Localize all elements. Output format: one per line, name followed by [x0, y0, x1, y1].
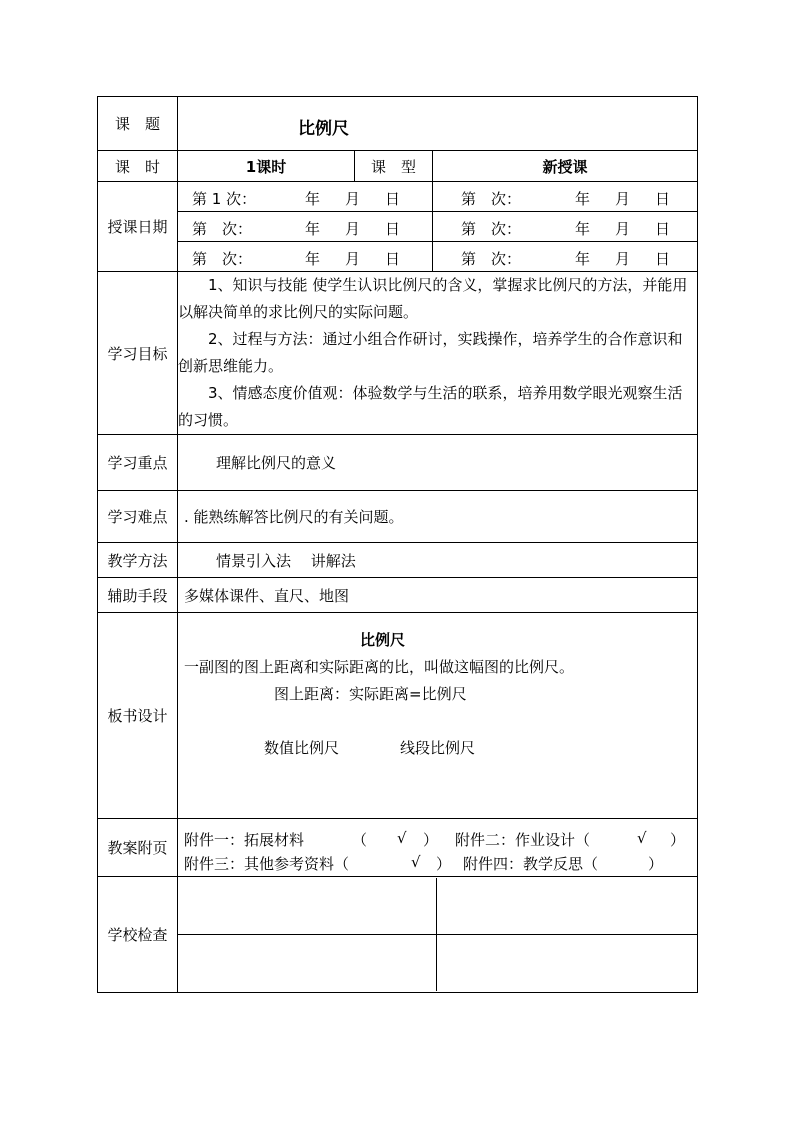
date-prefix: 第 次：	[461, 250, 522, 268]
date-day: 日	[385, 250, 401, 268]
board-cell	[178, 613, 698, 819]
attachment-3-check: √	[411, 853, 421, 871]
attachment-1-check: √	[397, 829, 407, 847]
date-prefix: 第 次：	[461, 190, 522, 208]
objective-item: 3、情感态度价值观：体验数学与生活的联系，培养用数学眼光观察生活的习惯。	[178, 384, 683, 429]
school-check-grid	[178, 878, 697, 991]
lesson-plan-table	[97, 96, 698, 993]
topic-value: 比例尺	[298, 119, 349, 139]
aids-value: 多媒体课件、直尺、地图	[178, 578, 698, 613]
hours-value: 1课时	[178, 151, 355, 182]
attachments-row	[98, 819, 698, 877]
attachment-1-close: ）	[423, 831, 439, 849]
attachment-2: 附件二：作业设计（	[455, 831, 591, 849]
lesson-type-label: 课 型	[355, 151, 433, 182]
hours-label: 课 时	[98, 151, 178, 182]
school-check-box[interactable]	[178, 935, 436, 992]
attachment-3: 附件三：其他参考资料（	[184, 855, 350, 873]
date-year: 年	[575, 220, 591, 238]
school-check-box[interactable]	[436, 878, 697, 935]
date-slot	[433, 182, 698, 212]
date-slot	[433, 242, 698, 272]
date-day: 日	[385, 220, 401, 238]
date-month: 月	[345, 250, 361, 268]
difficulty-row	[98, 491, 698, 543]
board-definition: 一副图的图上距离和实际距离的比，叫做这幅图的比例尺。	[184, 658, 575, 676]
date-year: 年	[575, 190, 591, 208]
board-type-line: 线段比例尺	[400, 739, 476, 757]
date-month: 月	[345, 220, 361, 238]
objectives-row	[98, 272, 698, 435]
attachments-cell	[178, 819, 698, 877]
key-point-value: 理解比例尺的意义	[178, 435, 698, 491]
date-day: 日	[655, 220, 671, 238]
school-check-box[interactable]	[178, 878, 436, 935]
topic-label: 课 题	[98, 97, 178, 151]
school-check-label: 学校检查	[98, 877, 178, 993]
school-check-row	[98, 877, 698, 993]
date-year: 年	[575, 250, 591, 268]
board-row	[98, 613, 698, 819]
date-prefix: 第 1 次：	[192, 190, 257, 208]
objectives-cell	[178, 272, 698, 435]
date-prefix: 第 次：	[192, 250, 253, 268]
board-type-numeric: 数值比例尺	[264, 739, 340, 757]
difficulty-value: . 能熟练解答比例尺的有关问题。	[178, 491, 698, 543]
school-check-cell	[178, 877, 698, 993]
attachment-4-close: ）	[648, 855, 664, 873]
date-row-2	[98, 212, 698, 242]
method-label: 教学方法	[98, 543, 178, 578]
date-month: 月	[615, 250, 631, 268]
board-label: 板书设计	[98, 613, 178, 819]
aids-label: 辅助手段	[98, 578, 178, 613]
hours-row	[98, 151, 698, 182]
date-day: 日	[655, 250, 671, 268]
key-point-label: 学习重点	[98, 435, 178, 491]
date-day: 日	[655, 190, 671, 208]
attachment-3-close: ）	[436, 855, 452, 873]
board-title: 比例尺	[360, 631, 406, 649]
method-row	[98, 543, 698, 578]
attachment-1: 附件一：拓展材料	[184, 831, 305, 849]
board-formula: 图上距离：实际距离=比例尺	[274, 685, 467, 703]
date-month: 月	[615, 220, 631, 238]
date-day: 日	[385, 190, 401, 208]
date-year: 年	[305, 190, 321, 208]
date-prefix: 第 次：	[461, 220, 522, 238]
school-check-box[interactable]	[436, 935, 697, 992]
date-slot	[178, 242, 433, 272]
objective-item: 2、过程与方法：通过小组合作研讨，实践操作，培养学生的合作意识和创新思维能力。	[178, 330, 683, 375]
attachment-2-close: ）	[670, 831, 686, 849]
attachment-1-open: （	[352, 831, 368, 849]
method-value: 情景引入法 讲解法	[178, 543, 698, 578]
date-year: 年	[305, 220, 321, 238]
objectives-label: 学习目标	[98, 272, 178, 435]
date-slot	[178, 182, 433, 212]
date-slot	[433, 212, 698, 242]
attachment-2-check: √	[637, 829, 647, 847]
date-year: 年	[305, 250, 321, 268]
date-month: 月	[345, 190, 361, 208]
lesson-type-value: 新授课	[433, 151, 698, 182]
objective-item: 1、知识与技能 使学生认识比例尺的含义，掌握求比例尺的方法，并能用以解决简单的求比例尺的实际问题。	[178, 276, 688, 321]
dates-label: 授课日期	[98, 182, 178, 272]
date-row-1	[98, 182, 698, 212]
aids-row	[98, 578, 698, 613]
topic-cell	[178, 97, 698, 151]
topic-row	[98, 97, 698, 151]
attachment-4: 附件四：教学反思（	[463, 855, 599, 873]
date-prefix: 第 次：	[192, 220, 253, 238]
key-point-row	[98, 435, 698, 491]
date-slot	[178, 212, 433, 242]
date-month: 月	[615, 190, 631, 208]
difficulty-label: 学习难点	[98, 491, 178, 543]
date-row-3	[98, 242, 698, 272]
attachments-label: 教案附页	[98, 819, 178, 877]
